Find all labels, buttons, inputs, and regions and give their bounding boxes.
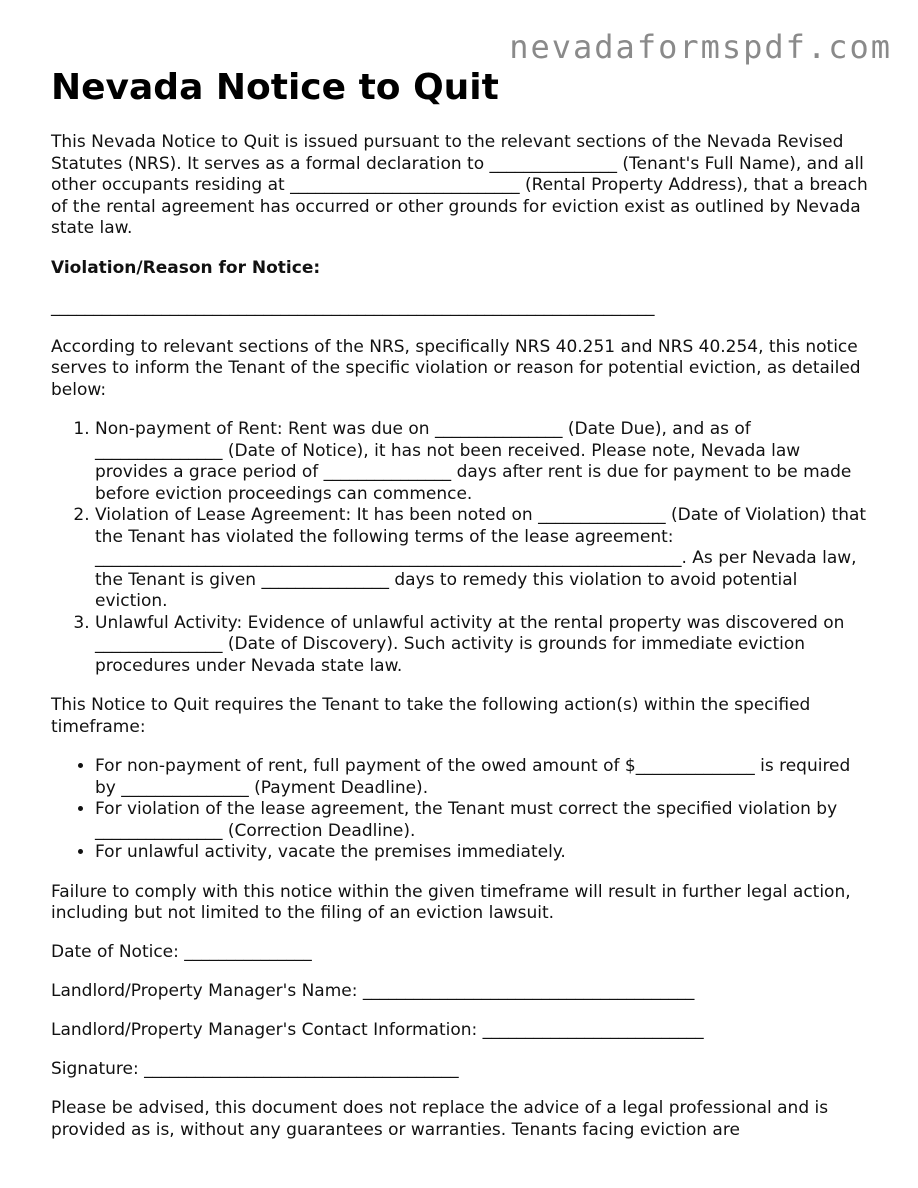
action-item-vacate: • For unlawful activity, vacate the premises immediately. (95, 842, 871, 864)
violation-heading: Violation/Reason for Notice: (51, 257, 321, 278)
reason-item-unlawful-activity: 3. Unlawful Activity: Evidence of unlawful activity at the rental property was discovered on _______________ (Date of Discovery). Such activity is grounds for immediate eviction procedures under Nevada state law. (95, 613, 871, 678)
document-page (51, 66, 871, 1141)
reasons-list (51, 419, 871, 677)
according-paragraph: According to relevant sections of the NRS, specifically NRS 40.251 and NRS 40.254, this notice serves to inform the Tenant of the specific violation or reason for potential eviction, as detailed below: (51, 336, 861, 400)
reason-item-lease-violation: 2. Violation of Lease Agreement: It has been noted on _______________ (Date of Violation) that the Tenant has violated the following terms of the lease agreement: _____________________________________________________________________. As per Nevada law, the Tenant is given _______________ days to remedy this violation to avoid potential eviction. (95, 505, 871, 613)
action-item-payment: • For non-payment of rent, full payment of the owed amount of $______________ is required by _______________ (Payment Deadline). (95, 756, 871, 799)
watermark: nevadaformspdf.com (509, 28, 892, 66)
disclaimer-paragraph: Please be advised, this document does not replace the advice of a legal professional and is provided as is, without any guarantees or warranties. Tenants facing eviction are (51, 1098, 829, 1140)
action-item-correction: • For violation of the lease agreement, the Tenant must correct the specified violation by _______________ (Correction Deadline). (95, 799, 871, 842)
document-title: Nevada Notice to Quit (51, 67, 499, 108)
intro-paragraph: This Nevada Notice to Quit is issued pursuant to the relevant sections of the Nevada Revised Statutes (NRS). It serves as a formal declaration to _______________ (Tenant's Full Name), and all other occupants residing at ___________________________ (Rental Property Address), that a breach of the rental agreement has occurred or other grounds for eviction exist as outlined by Nevada state law. (51, 132, 868, 238)
reason-item-nonpayment: 1. Non-payment of Rent: Rent was due on _______________ (Date Due), and as of _______________ (Date of Notice), it has not been received. Please note, Nevada law provides a grace period of _______________ days after rent is due for payment to be made before eviction proceedings can commence. (95, 419, 871, 505)
violation-blank-line: _______________________________________________________________________ (51, 297, 655, 317)
actions-list (51, 756, 871, 864)
failure-paragraph: Failure to comply with this notice within the given timeframe will result in further legal action, including but not limited to the filing of an eviction lawsuit. (51, 881, 851, 923)
landlord-name-field: Landlord/Property Manager's Name: _______________________________________ (51, 981, 695, 1001)
landlord-contact-field: Landlord/Property Manager's Contact Information: __________________________ (51, 1020, 704, 1040)
action-intro-paragraph: This Notice to Quit requires the Tenant to take the following action(s) within the specified timeframe: (51, 695, 811, 737)
date-of-notice-field: Date of Notice: _______________ (51, 942, 312, 962)
signature-field: Signature: _____________________________________ (51, 1059, 459, 1079)
